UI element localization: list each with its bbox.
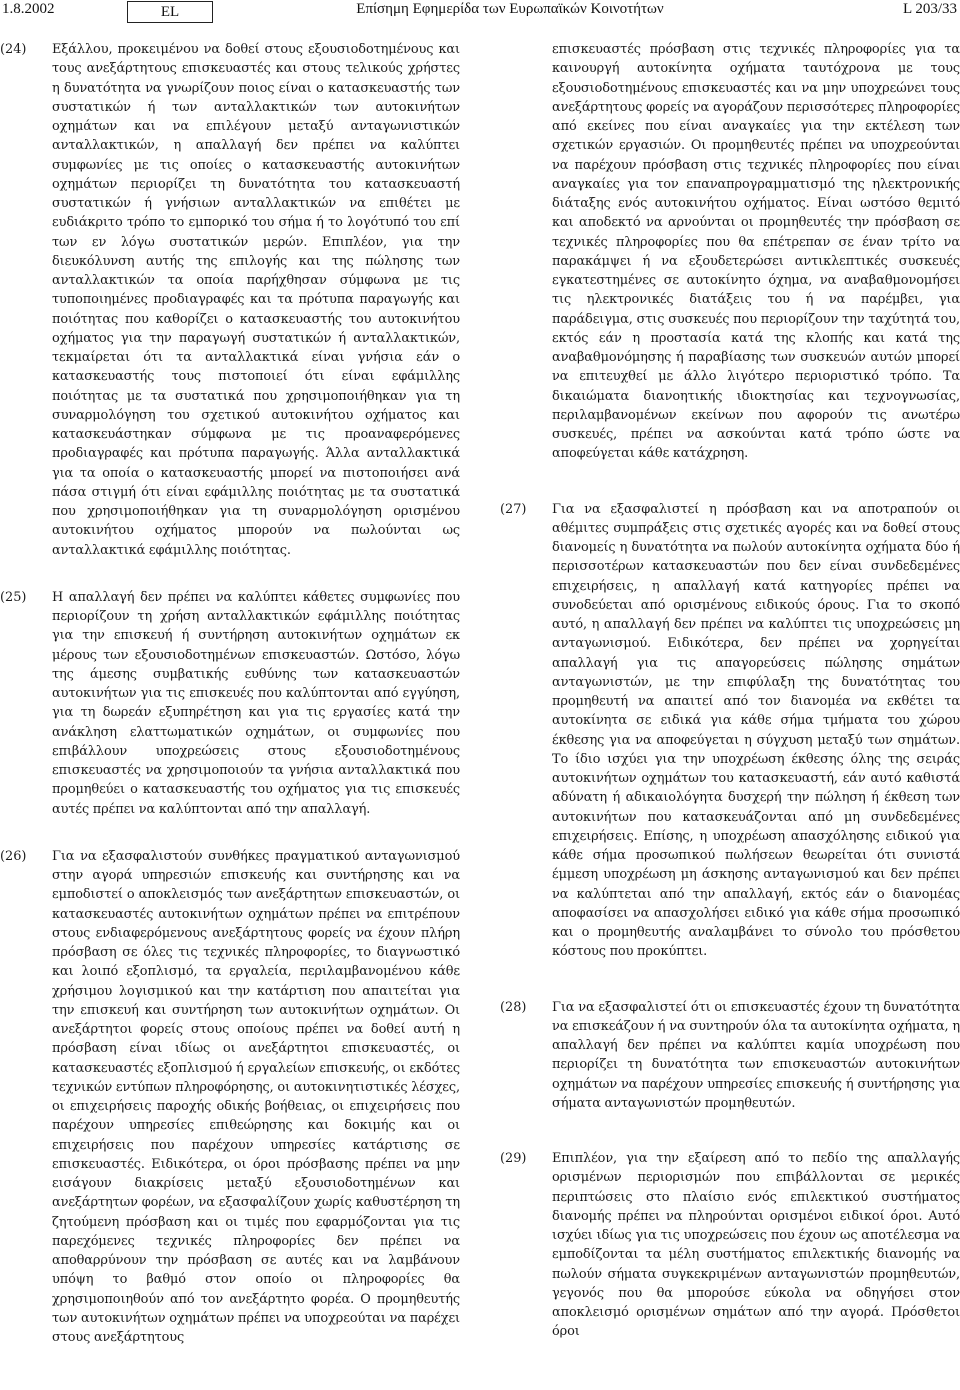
recital-number: (28) — [500, 999, 527, 1015]
recital-27 — [500, 500, 960, 962]
recital-text: Επιπλέον, για την εξαίρεση από το πεδίο της απαλλαγής ορισμένων περιορισμών που επιβάλλονται σε μερικές περιπτώσεις στο πλαίσιο ενός επιλεκτικού συστήματος διανομής πρέπει να πληρούνται ορισμένοι ειδικοί όροι. Αυτό ισχύει ιδίως για τις υποχρεώσεις που έχουν ως αποτέλεσμα να εμποδίζονται τα μέλη συστήματος επιλεκτικής διανομής να πωλούν σήματα συγκεκριμένων ανταγωνιστών προμηθευτών, γεγονός που θα μπορούσε εύκολα να οδηγήσει στον αποκλεισμό ορισμένων σημάτων από την αγορά. Πρόσθετοι όροι — [552, 1151, 960, 1340]
publication-date: 1.8.2002 — [2, 1, 55, 17]
recital-number: (26) — [0, 848, 27, 864]
recital-number: (25) — [0, 589, 27, 605]
recital-number: (24) — [0, 42, 27, 57]
recital-text: Εξάλλου, προκειμένου να δοθεί στους εξουσιοδοτημένους και τους ανεξάρτητους επισκευαστές και στους τελικούς χρήστες η δυνατότητα να γνωρίζουν ποιος είναι ο κατασκευαστής των συστατικών ή των ανταλλακτικών των αυτοκινήτων οχημάτων και να επιλέγουν μεταξύ ανταγωνιστικών ανταλλακτικών, η απαλλαγή δεν πρέπει να καλύπτει συμφωνίες με τις οποίες ο κατασκευαστής αυτοκινήτων οχημάτων περιορίζει τη δυνατότητα του κατασκευαστή συστατικών ή γνήσιων ανταλλακτικών να επιθέτει με ευδιάκριτο τρόπο το εμπορικό του σήμα ή το λογότυπό του επί των εν λόγω συστατικών μερών. Επιπλέον, για την διευκόλυνση αυτής της επιλογής και της πώλησης των ανταλλακτικών τα οποία παρήχθησαν σύμφωνα με τις τυποποιημένες προδιαγραφές και τα πρότυπα παραγωγής και ποιότητας που καθορίζει ο κατασκευαστής του αυτοκινήτου οχήματος για την παραγωγή συστατικών ή ανταλλακτικών, τεκμαίρεται ότι τα ανταλλακτικά είναι γνήσια εάν ο κατασκευαστής τους πιστοποιεί ότι είναι εφάμιλλης ποιότητας με τα συστατικά που χρησιμοποιήθηκαν για τη συναρμολόγηση του σχετικού αυτοκινήτου οχήματος και κατασκευάστηκαν σύμφωνα με τις προαναφερόμενες προδιαγραφές και πρότυπα παραγωγής. Άλλα ανταλλακτικά για τα οποία ο κατασκευαστής μπορεί να πιστοποιήσει ανά πάσα στιγμή ότι είναι εφάμιλλης ποιότητας με τα συστατικά που χρησιμοποιήθηκαν για τη συναρμολόγηση ορισμένου αυτοκινήτου οχήματος μπορούν να πωλούνται ως ανταλλακτικά εφάμιλλης ποιότητας. — [52, 42, 460, 558]
recital-29 — [500, 1149, 960, 1342]
page-header — [0, 0, 960, 24]
recital-26 — [0, 847, 460, 1348]
language-code-box: EL — [127, 1, 213, 23]
recital-26-continuation — [500, 40, 960, 464]
recital-28 — [500, 998, 960, 1114]
journal-title: Επίσημη Εφημερίδα των Ευρωπαϊκών Κοινοτήτων — [356, 1, 664, 17]
left-column — [0, 40, 460, 1369]
recital-number: (27) — [500, 501, 527, 517]
recital-text: Για να εξασφαλιστεί ότι οι επισκευαστές έχουν τη δυνατότητα να επισκεάζουν ή να συντηρούν όλα τα αυτοκίνητα οχήματα, η απαλλαγή δεν πρέπει να καλύπτει καμία υποχρέωση που περιορίζει τη δυνατότητα των επισκευαστών αυτοκινήτων οχημάτων να παρέχουν υπηρεσίες επισκευής ή συντήρησης για σήματα ανταγωνιστών προμηθευτών. — [552, 999, 960, 1111]
recital-25 — [0, 588, 460, 819]
recital-text: Για να εξασφαλιστούν συνθήκες πραγματικού ανταγωνισμού στην αγορά υπηρεσιών επισκευής και συντήρησης και να εμποδιστεί ο αποκλεισμός των ανεξάρτητων επισκευαστών, οι κατασκευαστές αυτοκινήτων οχημάτων πρέπει να επιτρέπουν στους ενδιαφερόμενους ανεξάρτητους φορείς να έχουν πλήρη πρόσβαση σε όλες τις τεχνικές πληροφορίες, το διαγνωστικό και λοιπό εξοπλισμό, τα εργαλεία, περιλαμβανομένου κάθε χρήσιμου λογισμικού και την κατάρτιση που απαιτείται για την επισκευή και συντήρηση των αυτοκινήτων οχημάτων. Οι ανεξάρτητοι φορείς στους οποίους πρέπει να δοθεί αυτή η πρόσβαση είναι ιδίως οι ανεξάρτητοι επισκευαστές, οι κατασκευαστές εξοπλισμού ή εργαλείων επισκευής, οι εκδότες τεχνικών εντύπων πληροφόρησης, οι αυτοκινητιστικές λέσχες, οι επιχειρήσεις παροχής οδικής βοήθειας, οι επιχειρήσεις που παρέχουν υπηρεσίες επιθεώρησης και δοκιμής και οι επιχειρήσεις που παρέχουν υπηρεσίες κατάρτισης σε επισκευαστές. Ειδικότερα, οι όροι πρόσβασης πρέπει να μην εισάγουν διακρίσεις μεταξύ εξουσιοδοτημένων και ανεξάρτητων φορέων, να εξασφαλίζουν χωρίς καθυστέρηση τη ζητούμενη πρόσβαση και οι τιμές που εφαρμόζονται για τις παρεχόμενες τεχνικές πληροφορίες δεν πρέπει να αποθαρρύνουν την πρόσβαση σε αυτές και να λαμβάνουν υπόψη το βαθμό στον οποίο οι πληροφορίες θα χρησιμοποιηθούν από τον ανεξάρτητο φορέα. Ο προμηθευτής των αυτοκινήτων οχημάτων πρέπει να υποχρεούται να παρέχει στους ανεξάρτητους — [52, 848, 460, 1345]
issue-page-reference: L 203/33 — [902, 1, 957, 17]
recital-24 — [0, 40, 460, 560]
recital-text: επισκευαστές πρόσβαση στις τεχνικές πληροφορίες για τα καινουργή αυτοκίνητα οχήματα ταυτόχρονα με τους εξουσιοδοτημένους επισκευαστές και να μην υποχρεώνει τους ανεξάρτητους φορείς να αγοράζουν περισσότερες πληροφορίες από εκείνες που είναι αναγκαίες για την εκτέλεση των σχετικών εργασιών. Οι προμηθευτές πρέπει να υποχρεούνται να παρέχουν πρόσβαση στις τεχνικές πληροφορίες που είναι αναγκαίες για τον επαναπρογραμματισμό της ηλεκτρονικής διάταξης ενός αυτοκινήτου οχήματος. Είναι ωστόσο θεμιτό και αποδεκτό να αρνούνται οι προμηθευτές την πρόσβαση σε τεχνικές πληροφορίες που θα επέτρεπαν σε έναν τρίτο να παρακάμψει ή να εξουδετερώσει αντικλεπτικές συσκευές εγκατεστημένες σε αυτοκίνητο όχημα, να αναβαθμονομήσει τις ηλεκτρονικές διατάξεις του ή να παρέμβει, για παράδειγμα, στις συσκευές που περιορίζουν την ταχύτητά του, εκτός εάν η προστασία κατά της κλοπής και κατά της αναβαθμονόμησης ή παραβίασης των συσκευών αυτών μπορεί να επιτευχθεί με άλλο λιγότερο περιοριστικό τρόπο. Τα δικαιώματα διανοητικής ιδιοκτησίας και τεχνογνωσίας, περιλαμβανομένων εκείνων που αφορούν τις ανωτέρω συσκευές, πρέπει να ασκούνται κατά τρόπο ώστε να αποφεύγεται κάθε κατάχρηση. — [552, 42, 960, 462]
recital-number: (29) — [500, 1151, 527, 1166]
recital-text: Για να εξασφαλιστεί η πρόσβαση και να αποτραπούν οι αθέμιτες συμπράξεις στις σχετικές αγορές και να δοθεί στους διανομείς η δυνατότητα να πωλούν αυτοκίνητα οχήματα δύο ή περισσοτέρων κατασκευαστών που δεν είναι συνδεδεμένες επιχειρήσεις, η απαλλαγή κατά κατηγορίες πρέπει να συνοδεύεται από ορισμένους ειδικούς όρους. Για το σκοπό αυτό, η απαλλαγή δεν πρέπει να καλύπτει τις υποχρεώσεις μη ανταγωνισμού. Ειδικότερα, δεν πρέπει να χορηγείται απαλλαγή για τις απαγορεύσεις πώλησης σημάτων ανταγωνιστών, με την επιφύλαξη της δυνατότητας του προμηθευτή να απαιτεί από τον διανομέα να εκθέτει τα αυτοκίνητα σε ειδικά για κάθε σήμα τμήματα του χώρου έκθεσης για να αποφεύγεται η σύγχυση μεταξύ των σημάτων. Το ίδιο ισχύει για την υποχρέωση έκθεσης όλης της σειράς αυτοκινήτων οχημάτων του κατασκευαστή, εάν αυτό καθιστά αδύνατη ή αδικαιολόγητα δυσχερή την πώληση ή έκθεση των αυτοκινήτων που κατασκευάζονται από μη συνδεδεμένες επιχειρήσεις. Επίσης, η υποχρέωση απασχόλησης ειδικού για κάθε σήμα προσωπικού πωλήσεων θεωρείται ότι συνιστά έμμεση υποχρέωση μη άσκησης ανταγωνισμού και δεν πρέπει να καλύπτεται από την απαλλαγή, εκτός εάν ο διανομέας αποφασίσει να απασχολήσει ειδικό για κάθε σήμα προσωπικό και ο προμηθευτής αναλαμβάνει το σύνολο του πρόσθετου κόστους που προκύπτει. — [552, 501, 960, 960]
right-column — [500, 40, 960, 1364]
recital-text: Η απαλλαγή δεν πρέπει να καλύπτει κάθετες συμφωνίες που περιορίζουν τη χρήση ανταλλακτικών εφάμιλλης ποιότητας για την επισκευή ή συντήρηση αυτοκινήτων οχημάτων εκ μέρους των εξουσιοδοτημένων επισκευαστών. Ωστόσο, λόγω της άμεσης συμβατικής ευθύνης των κατασκευαστών αυτοκινήτων για τις επισκευές που καλύπτονται από εγγύηση, για τη δωρεάν εξυπηρέτηση και για τις εργασίες κατά την ανάκληση ελαττωματικών οχημάτων, οι συμφωνίες που επιβάλλουν υποχρεώσεις στους εξουσιοδοτημένους επισκευαστές να χρησιμοποιούν τα γνήσια ανταλλακτικά που προμηθεύει ο κατασκευαστής του οχήματος για τις επισκευές αυτές πρέπει να καλύπτονται από την απαλλαγή. — [52, 589, 460, 817]
